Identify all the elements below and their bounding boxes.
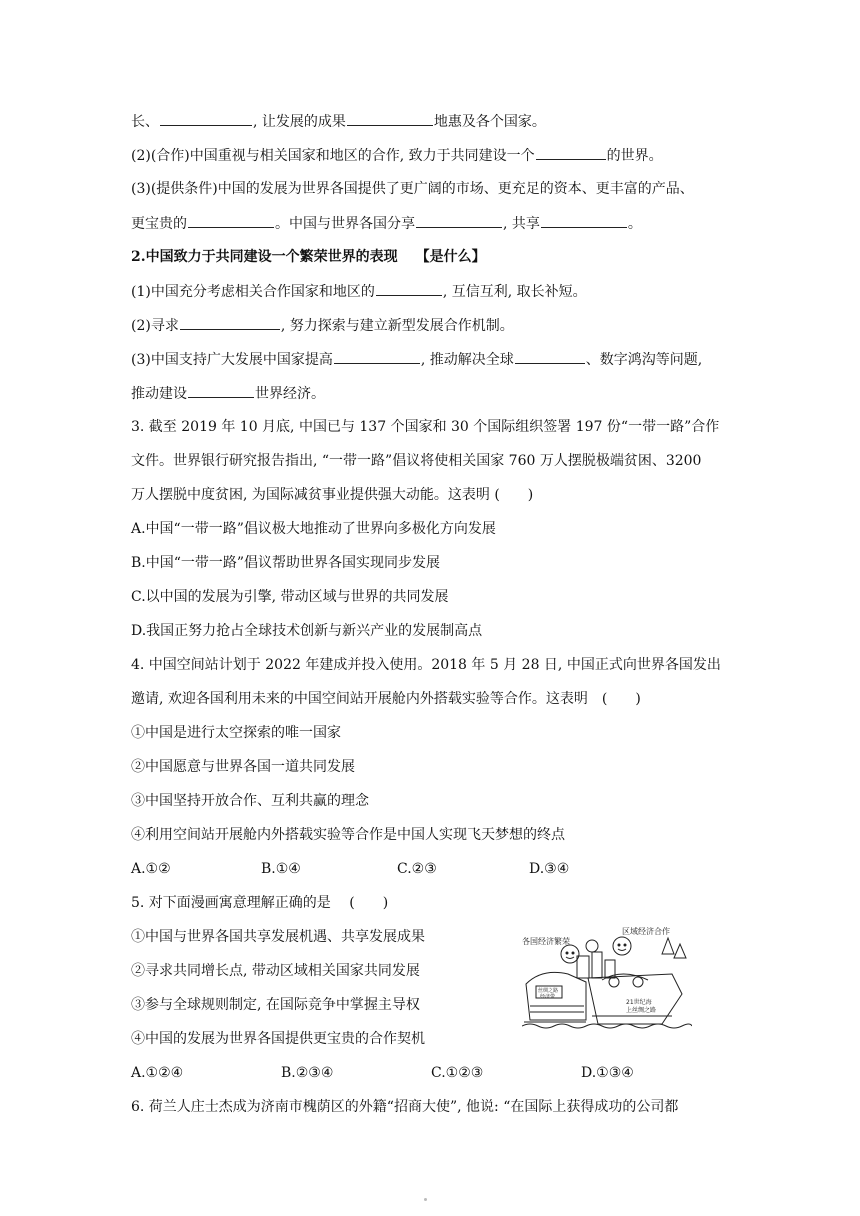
ship-label-line-1: 21世纪海 (626, 999, 652, 1006)
answer-blank[interactable] (536, 145, 606, 160)
line-1: 长、 , 让发展的成果 地惠及各个国家。 (131, 111, 546, 132)
cartoon-illustration (522, 924, 692, 1030)
option-c[interactable]: C.以中国的发展为引擎, 带动区域与世界的共同发展 (131, 589, 449, 605)
cartoon-drawing (522, 924, 692, 1030)
options-row (131, 1063, 634, 1083)
question-5-stem: 5. 对下面漫画寓意理解正确的是 ( ) (131, 895, 389, 911)
option-a[interactable]: A.①②④ (131, 1065, 184, 1081)
answer-blank[interactable] (541, 213, 627, 228)
question-3-stem: 3. 截至 2019 年 10 月底, 中国已与 137 个国家和 30 个国际组织签署 197 份“一带一路”合作 (131, 419, 720, 435)
line-8: (3)中国支持广大发展中国家提高 , 推动解决全球 、数字鸿沟等问题, (131, 349, 702, 370)
page-footer-mark (424, 1198, 427, 1201)
train-label-line-1: 丝绸之路 (538, 988, 559, 994)
statement-2: ②寻求共同增长点, 带动区域相关国家共同发展 (131, 963, 420, 979)
answer-blank[interactable] (376, 281, 442, 296)
answer-blank[interactable] (416, 213, 502, 228)
option-d[interactable]: D.我国正努力抢占全球技术创新与新兴产业的发展制高点 (131, 623, 483, 639)
option-b[interactable]: B.①④ (261, 861, 301, 877)
statement-4: ④利用空间站开展舱内外搭载实验等合作是中国人实现飞天梦想的终点 (131, 827, 565, 843)
line-3: (3)(提供条件)中国的发展为世界各国提供了更广阔的市场、更充足的资本、更丰富的产品、 (131, 181, 694, 197)
options-row (131, 859, 569, 879)
answer-blank[interactable] (515, 349, 585, 364)
answer-blank[interactable] (188, 213, 274, 228)
question-3-stem: 万人摆脱中度贫困, 为国际减贫事业提供强大动能。这表明 ( ) (131, 487, 534, 503)
statement-1: ①中国是进行太空探索的唯一国家 (131, 725, 341, 741)
answer-blank[interactable] (160, 111, 252, 126)
line-9: 推动建设 世界经济。 (131, 383, 325, 404)
answer-blank[interactable] (347, 111, 433, 126)
line-2: (2)(合作)中国重视与相关国家和地区的合作, 致力于共同建设一个 的世界。 (131, 145, 663, 166)
answer-blank[interactable] (188, 383, 254, 398)
train-label-line-2: 经济带 (540, 994, 556, 1000)
statement-2: ②中国愿意与世界各国一道共同发展 (131, 759, 355, 775)
cartoon-label-right: 区域经济合作 (622, 927, 670, 936)
question-4-stem: 邀请, 欢迎各国利用未来的中国空间站开展舱内外搭载实验等合作。这表明 ( ) (131, 691, 641, 707)
option-d[interactable]: D.③④ (529, 861, 570, 877)
line-7: (2)寻求 , 努力探索与建立新型发展合作机制。 (131, 315, 514, 336)
option-b[interactable]: B.②③④ (281, 1065, 334, 1081)
question-6-stem: 6. 荷兰人庄士杰成为济南市槐荫区的外籍“招商大使”, 他说: “在国际上获得成功的公司都 (131, 1099, 679, 1115)
section-heading: 2.中国致力于共同建设一个繁荣世界的表现 【是什么】 (131, 249, 486, 265)
statement-1: ①中国与世界各国共享发展机遇、共享发展成果 (131, 929, 425, 945)
line-6: (1)中国充分考虑相关合作国家和地区的 , 互信互利, 取长补短。 (131, 281, 587, 302)
option-a[interactable]: A.中国“一带一路”倡议极大地推动了世界向多极化方向发展 (131, 521, 496, 537)
question-3-stem: 文件。世界银行研究报告指出, “一带一路”倡议将使相关国家 760 万人摆脱极端贫困、3200 (131, 453, 702, 469)
statement-4: ④中国的发展为世界各国提供更宝贵的合作契机 (131, 1031, 425, 1047)
option-b[interactable]: B.中国“一带一路”倡议帮助世界各国实现同步发展 (131, 555, 441, 571)
option-d[interactable]: D.①③④ (581, 1065, 634, 1081)
statement-3: ③参与全球规则制定, 在国际竞争中掌握主导权 (131, 997, 420, 1013)
line-4: 更宝贵的 。中国与世界各国分享 , 共享 。 (131, 213, 642, 234)
option-c[interactable]: C.①②③ (431, 1065, 484, 1081)
answer-blank[interactable] (180, 315, 280, 330)
ship-label-line-2: 上丝绸之路 (626, 1007, 657, 1014)
question-4-stem: 4. 中国空间站计划于 2022 年建成并投入使用。2018 年 5 月 28 日, 中国正式向世界各国发出 (131, 657, 721, 673)
cartoon-label-left: 各国经济繁荣 (522, 937, 570, 946)
option-a[interactable]: A.①② (131, 861, 171, 877)
answer-blank[interactable] (334, 349, 420, 364)
option-c[interactable]: C.②③ (397, 861, 437, 877)
statement-3: ③中国坚持开放合作、互利共赢的理念 (131, 793, 369, 809)
